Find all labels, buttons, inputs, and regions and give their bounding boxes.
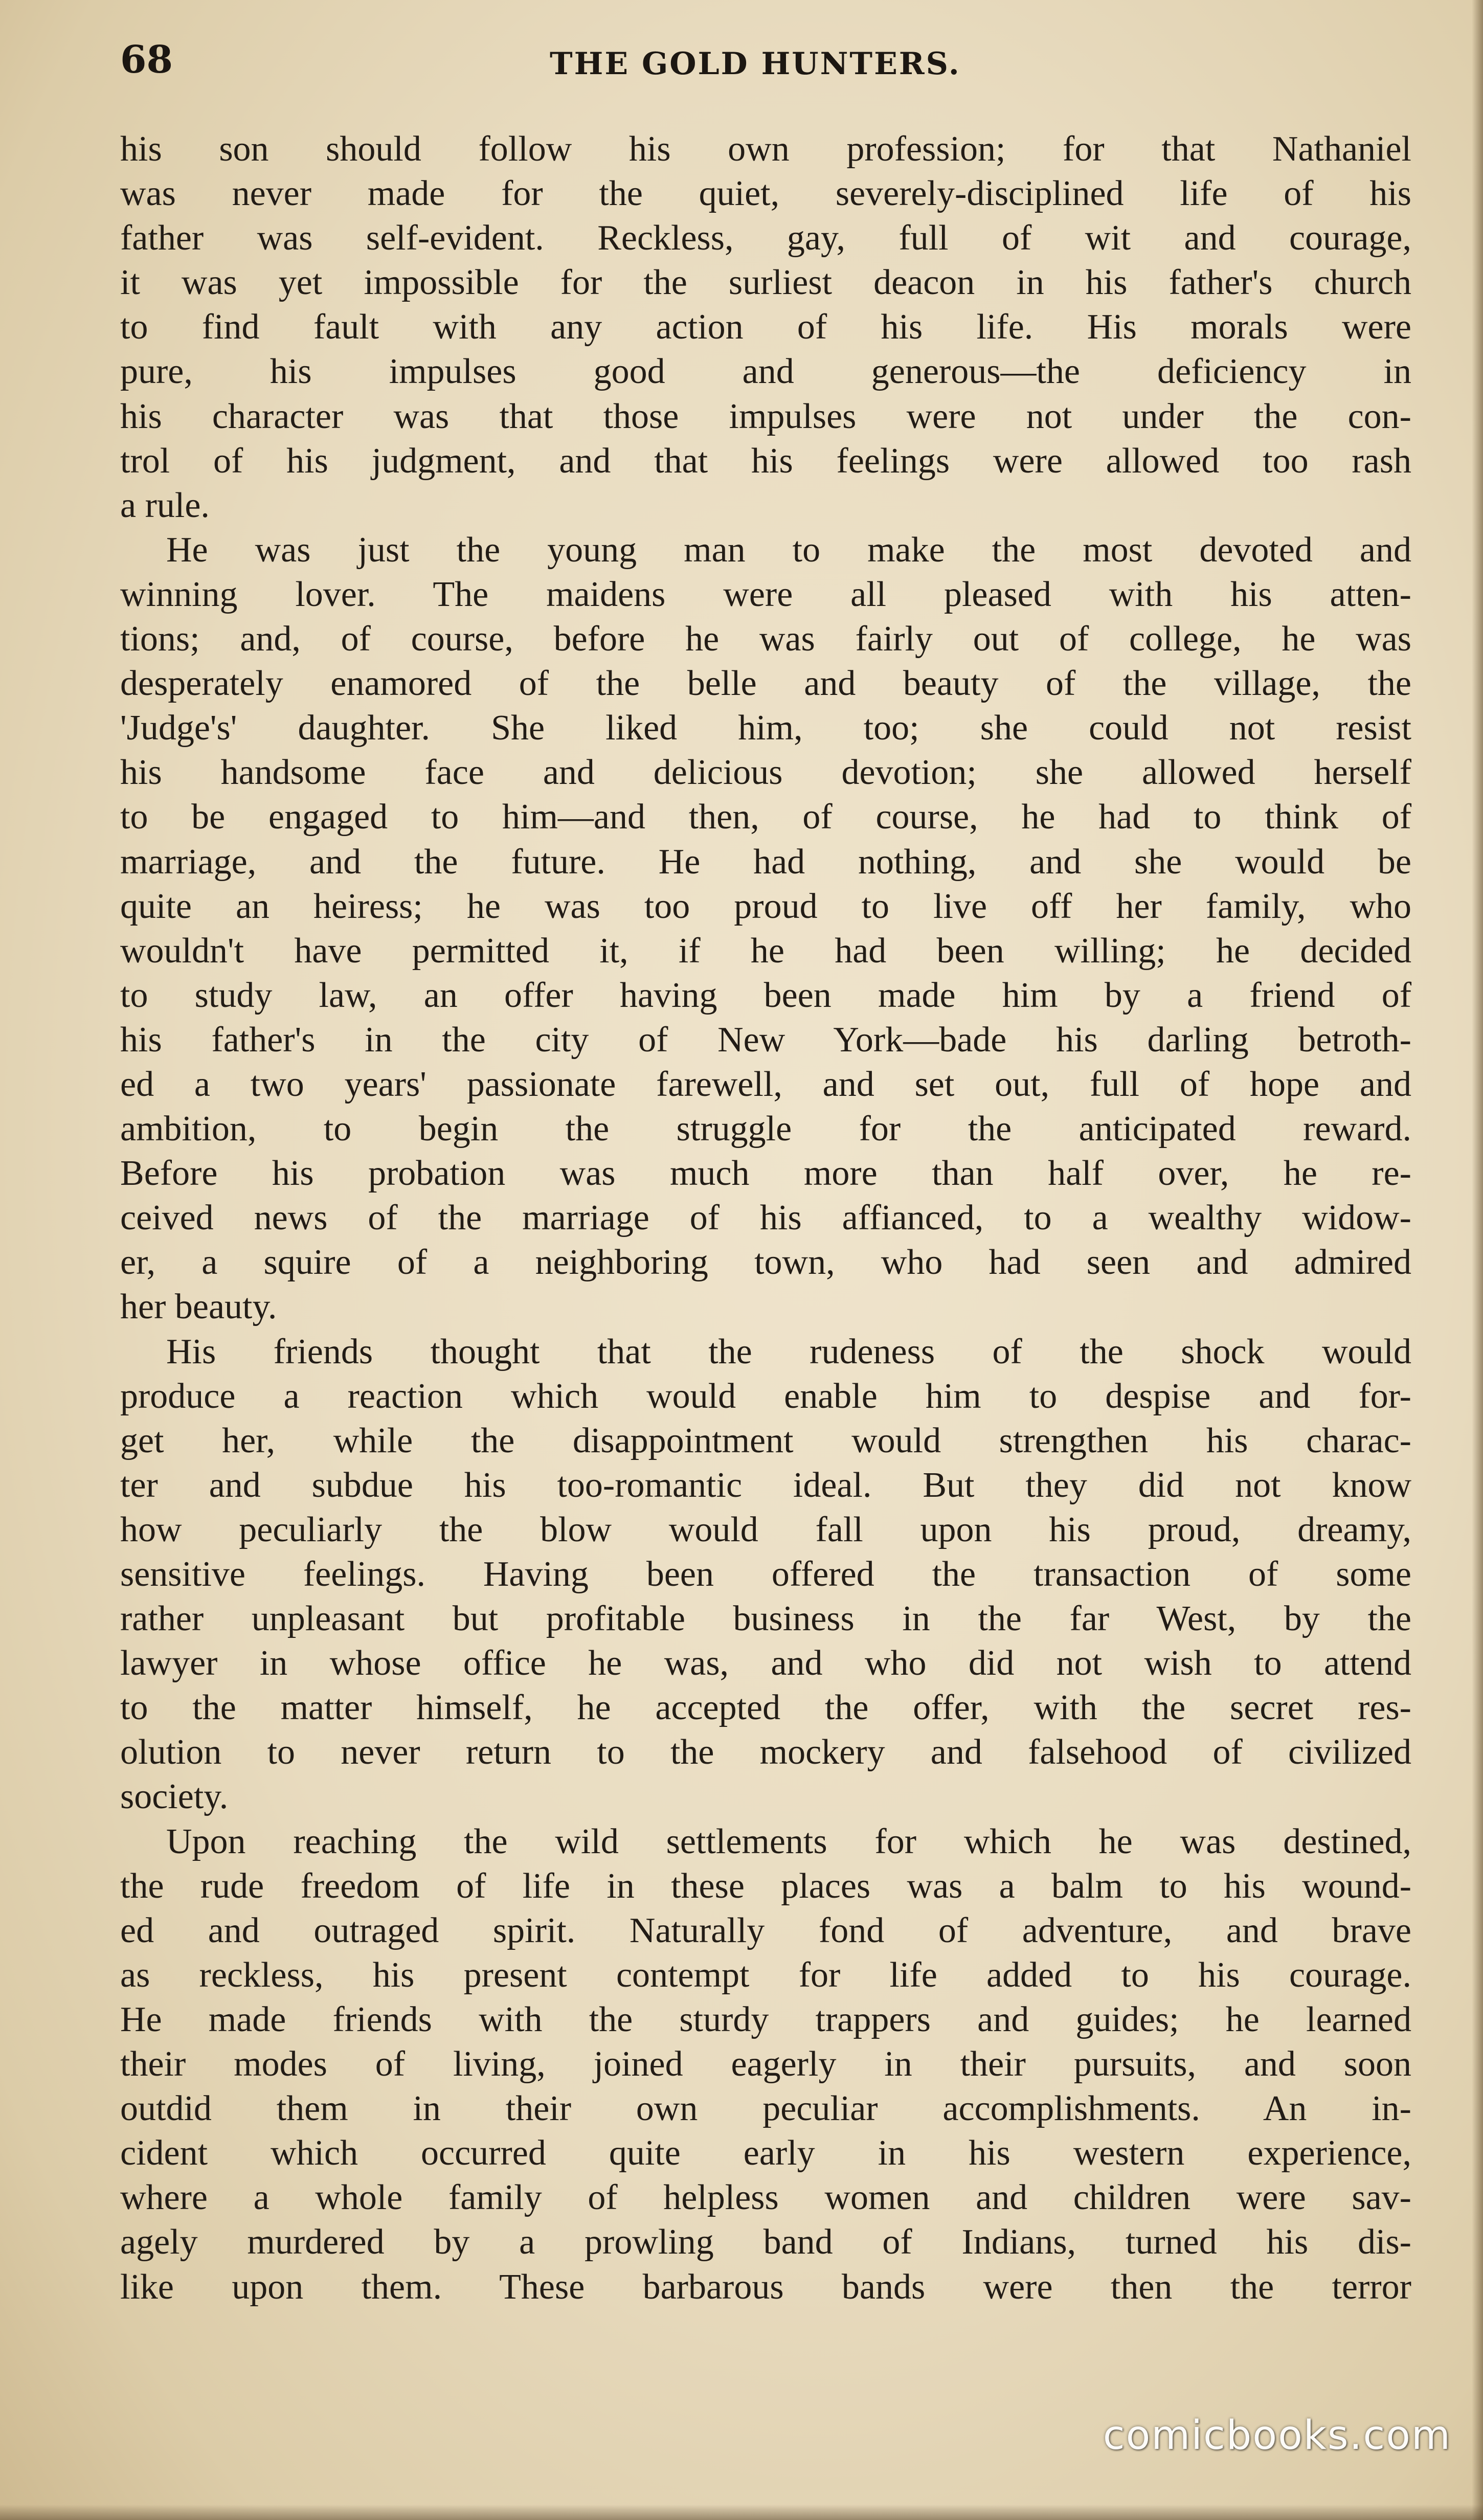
text-line: get her, while the disappointment would strengthen his charac- (120, 1421, 1411, 1460)
page-bottom-shadow (0, 2505, 1483, 2520)
text-line: outdid them in their own peculiar accomplishments. An in- (120, 2089, 1411, 2129)
text-line: His friends thought that the rudeness of the shock would (166, 1332, 1411, 1371)
text-line: olution to never return to the mockery and falsehood of civilized (120, 1732, 1411, 1772)
text-line: ambition, to begin the struggle for the anticipated reward. (120, 1109, 1411, 1149)
text-line: as reckless, his present contempt for life added to his courage. (120, 1955, 1411, 1995)
text-line: pure, his impulses good and generous—the deficiency in (120, 352, 1411, 392)
text-line: desperately enamored of the belle and beauty of the village, the (120, 664, 1411, 704)
text-line: trol of his judgment, and that his feelings were allowed too rash (120, 441, 1411, 481)
text-line: a rule. (120, 485, 210, 525)
page-header (120, 32, 1399, 88)
text-line: to the matter himself, he accepted the offer, with the secret res- (120, 1688, 1411, 1728)
text-line: ed and outraged spirit. Naturally fond of adventure, and brave (120, 1910, 1411, 1950)
text-line: wouldn't have permitted it, if he had been willing; he decided (120, 931, 1411, 971)
text-line: winning lover. The maidens were all pleased with his atten- (120, 574, 1411, 614)
body-text (120, 127, 1411, 2309)
text-line: produce a reaction which would enable him to despise and for- (120, 1376, 1411, 1416)
page-number: 68 (120, 38, 173, 82)
text-line: was never made for the quiet, severely-disciplined life of his (120, 174, 1411, 214)
text-line: ed a two years' passionate farewell, and set out, full of hope and (120, 1064, 1411, 1104)
text-line: He made friends with the sturdy trappers and guides; he learned (120, 1999, 1411, 2039)
text-line: society. (120, 1777, 229, 1817)
text-line: tions; and, of course, before he was fairly out of college, he was (120, 619, 1411, 659)
text-line: lawyer in whose office he was, and who did not wish to attend (120, 1644, 1411, 1683)
text-line: sensitive feelings. Having been offered the transaction of some (120, 1555, 1411, 1594)
text-line: 'Judge's' daughter. She liked him, too; she could not resist (120, 708, 1411, 748)
text-line: like upon them. These barbarous bands were then the terror (120, 2267, 1411, 2307)
text-line: He was just the young man to make the most devoted and (166, 530, 1411, 570)
text-line: their modes of living, joined eagerly in their pursuits, and soon (120, 2044, 1411, 2084)
text-line: to study law, an offer having been made him by a friend of (120, 975, 1411, 1015)
text-line: er, a squire of a neighboring town, who had seen and admired (120, 1243, 1411, 1282)
text-line: father was self-evident. Reckless, gay, full of wit and courage, (120, 218, 1411, 258)
text-line: ceived news of the marriage of his affianced, to a wealthy widow- (120, 1198, 1411, 1238)
text-line: ter and subdue his too-romantic ideal. But they did not know (120, 1465, 1411, 1505)
text-line: how peculiarly the blow would fall upon his proud, dreamy, (120, 1510, 1411, 1549)
text-line: his character was that those impulses were not under the con- (120, 396, 1411, 436)
text-line: his handsome face and delicious devotion; she allowed herself (120, 753, 1411, 793)
text-line: marriage, and the future. He had nothing, and she would be (120, 842, 1411, 882)
running-head: THE GOLD HUNTERS. (550, 46, 961, 82)
watermark: comicbooks.com (1103, 2413, 1451, 2459)
text-line: the rude freedom of life in these places was a balm to his wound- (120, 1866, 1411, 1906)
text-line: where a whole family of helpless women and children were sav- (120, 2178, 1411, 2218)
text-line: cident which occurred quite early in his western experience, (120, 2133, 1411, 2173)
text-line: to be engaged to him—and then, of course, he had to think of (120, 797, 1411, 837)
page-edge-shadow (1472, 0, 1483, 2520)
text-line: his son should follow his own profession; for that Nathaniel (120, 129, 1411, 169)
text-line: his father's in the city of New York—bade his darling betroth- (120, 1020, 1411, 1060)
text-line: her beauty. (120, 1287, 277, 1327)
text-line: Before his probation was much more than half over, he re- (120, 1154, 1411, 1194)
text-line: quite an heiress; he was too proud to live off her family, who (120, 886, 1411, 926)
text-line: rather unpleasant but profitable business in the far West, by the (120, 1599, 1411, 1639)
text-line: agely murdered by a prowling band of Indians, turned his dis- (120, 2222, 1411, 2262)
text-line: it was yet impossible for the surliest deacon in his father's church (120, 263, 1411, 303)
text-line: to find fault with any action of his life. His morals were (120, 307, 1411, 347)
text-line: Upon reaching the wild settlements for which he was destined, (166, 1821, 1411, 1861)
